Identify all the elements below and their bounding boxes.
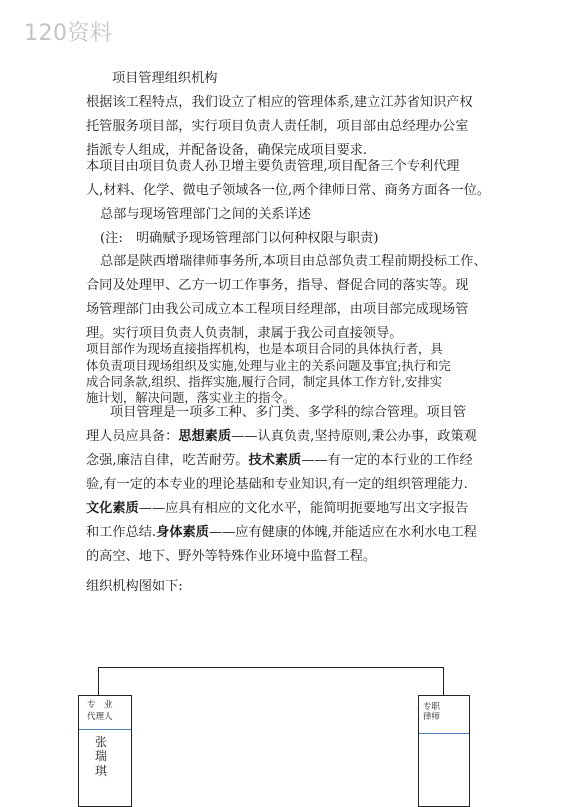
paragraph-line: 念强,廉洁自律，吃苦耐劳。技术素质——有一定的本行业的工作经: [86, 453, 473, 468]
bold-term: 思想素质: [178, 429, 232, 444]
box-divider: [79, 729, 131, 730]
paragraph-line: 根据该工程特点，我们设立了相应的管理体系,建立江苏省知识产权: [86, 95, 473, 110]
paragraph-line: 和工作总结.身体素质——应有健康的体魄,并能适应在水利水电工程: [86, 525, 477, 540]
paragraph-line: 合同及处理甲、乙方一切工作事务，指导、督促合同的落实等。现: [86, 278, 469, 293]
org-box-lawyer: [418, 695, 470, 807]
box-role: 专职 律师: [423, 702, 441, 723]
paragraph-line: 总部是陕西增瑞律师事务所,本项目由总部负责工程前期投标工作、: [100, 254, 487, 269]
connector-left: [98, 667, 99, 696]
paragraph-line: 施计划，解决问题，落实业主的指令。: [86, 391, 296, 405]
org-box-patent-agent: [78, 695, 132, 807]
box-person-name: 张 瑞 琪: [95, 735, 108, 778]
box-role: 专 业: [87, 700, 113, 710]
paragraph-line: 文化素质——应具有相应的文化水平，能简明扼要地写出文字报告: [86, 501, 469, 516]
paragraph-line: 项目部作为现场直接指挥机构，也是本项目合同的具体执行者，具: [86, 342, 443, 356]
box-role: 代理人: [87, 712, 113, 722]
paragraph-line: 本项目由项目负责人孙卫增主要负责管理,项目配备三个专利代理: [86, 159, 460, 174]
section-title: 项目管理组织机构: [112, 71, 218, 86]
sub-heading: 总部与现场管理部门之间的关系详述: [100, 207, 311, 222]
org-chart-label: 组织机构图如下:: [86, 579, 183, 594]
paragraph-line: 场管理部门由我公司成立本工程项目经理部，由项目部完成现场管: [86, 302, 469, 317]
connector-right: [443, 667, 444, 696]
paragraph-line: 验,有一定的本专业的理论基础和专业知识,有一定的组织管理能力.: [86, 477, 468, 492]
paragraph-line: 人,材料、化学、微电子领域各一位,两个律师日常、商务方面各一位。: [86, 183, 491, 198]
paragraph-line: 托管服务项目部，实行项目负责人责任制，项目部由总经理办公室: [86, 119, 469, 134]
note: (注: 明确赋予现场管理部门以何种权限与职责): [100, 231, 379, 246]
box-divider: [419, 733, 469, 734]
bold-term: 文化素质: [86, 501, 139, 516]
paragraph-line: 成合同条款,组织、指挥实施,履行合同，制定具体工作方针,安排实: [86, 375, 443, 389]
paragraph-line: 指派专人组成，并配备设备，确保完成项目要求.: [86, 143, 368, 158]
connector-horizontal: [98, 667, 444, 668]
paragraph-line: 项目管理是一项多工种、多门类、多学科的综合管理。项目管: [110, 405, 467, 420]
bold-term: 技术素质: [248, 453, 302, 468]
watermark: 120资料: [24, 21, 113, 46]
paragraph-line: 体负责项目现场组织及实施,处理与业主的关系问题及事宜;执行和完: [86, 359, 451, 373]
paragraph-line: 的高空、地下、野外等特殊作业环境中监督工程。: [86, 549, 377, 564]
paragraph-line: 理人员应具备：思想素质——认真负责,坚持原则,秉公办事，政策观: [86, 429, 477, 444]
paragraph-line: 理。实行项目负责人负责制，隶属于我公司直接领导。: [86, 326, 403, 341]
bold-term: 身体素质: [156, 525, 209, 540]
